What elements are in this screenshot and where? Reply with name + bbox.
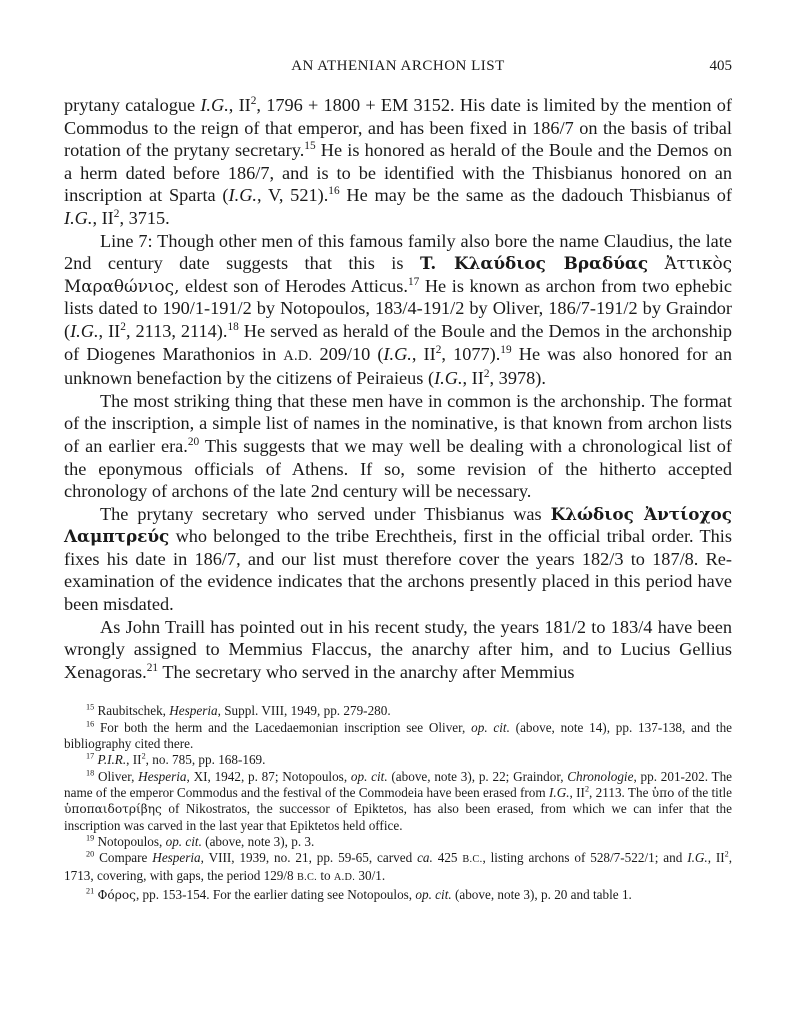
paragraph-2: Line 7: Though other men of this famous family also bore the name Claudius, the late 2nd century date suggests that this is T. Κλαύδιος Βραδύας Ἀττικὸς Μαραθώνιος, eldest son of Herodes Atticus.$^{17}$ He is known as archon from two ephebic lists dated to 190/1-191/2 by Notopoulos, 183/4-191/2 by Oliver, 186/7-191/2 by Graindor (I.G., $II^2$, 2113, 2114).$^{18}$ He served as herald of the Boule and the Demos in the archonship of Diogenes Marathonios in A.D. 209/10 (I.G., $II^2$, 1077).$^{19}$ He was also honored for an unknown benefaction by the citizens of Peiraieus (I.G., $II^2$, 3978). [64,230,733,389]
footnote-17: $^{17}$ P.I.R., $II^2$, no. 785, pp. 168-169. [86,751,266,768]
running-title: AN ATHENIAN ARCHON LIST [291,58,505,74]
footnote-ref-15: 15 [304,140,316,153]
paragraph-4: The prytany secretary who served under Thisbianus was Κλώδιος Ἀντίοχος Λαμπτρεύς who belonged to the tribe Erechtheis, first in the official tribal order. This fixes his date in 186/7, and our list must therefore cover the years 182/3 to 187/8. Re-examination of the evidence indicates that the archons presently placed in this period have been misdated. [64,503,733,615]
footnote-ref-17: 17 [407,275,420,288]
footnote-16: $^{16}$ For both the herm and the Lacedaemonian inscription see Oliver, op. cit. (above, note 14), pp. 137-138, and the bibliography cited there. [64,719,733,752]
footnote-19: $^{19}$ Notopoulos, op. cit. (above, note 3), p. 3. [86,833,315,849]
paragraph-5: As John Traill has pointed out in his recent study, the years 181/2 to 183/4 have been wrongly assigned to Memmius Flaccus, the anarchy after him, and to Lucius Gellius Xenagoras.$^{21}$ The secretary who served in the anarchy after Memmius [64,616,732,682]
footnotes [64,703,732,903]
page [64,58,732,903]
body-text [64,94,732,683]
page-number: 405 [709,58,732,74]
footnote-ref-20: 20 [187,435,200,448]
footnote-15: $^{15}$ Raubitschek, Hesperia, Suppl. VIII, 1949, pp. 279-280. [86,703,391,719]
paragraph-3: The most striking thing that these men have in common is the archonship. The format of the inscription, a simple list of names in the nominative, is that known from archon lists of an earlier era.$^{20}$ This suggests that we may well be dealing with a chronological list of the eponymous officials of Athens. If so, some revision of the hitherto accepted chronology of archons of the late 2nd century will be necessary. [64,390,732,502]
paragraph-1: prytany catalogue I.G., $II^2$, 1796 + 1800 + EM 3152. His date is limited by the mention of Commodus to the reign of that emperor, and has been fixed in 186/7 on the basis of tribal rotation of the prytany secretary.$^{15}$ He is honored as herald of the Boule and the Demos on a herm dated before 186/7, and is to be identified with the Thisbianus honored on an inscription at Sparta (I.G., V, 521).$^{16}$ He may be the same as the dadouch Thisbianus of I.G., $II^2$, 3715. [64,94,733,228]
running-head [64,58,732,86]
footnote-ref-16: 16 [328,185,340,198]
footnote-ref-19: 19 [500,343,512,356]
footnote-20: $^{20}$ Compare Hesperia, VIII, 1939, no. 21, pp. 59-65, carved ca. 425 B.C., listing archons of 528/7-522/1; and I.G., $II^2$, 1713, covering, with gaps, the period 129/8 B.C. to A.D. 30/1. [64,849,733,884]
footnote-ref-18: 18 [227,320,239,333]
footnote-18: $^{18}$ Oliver, Hesperia, XI, 1942, p. 87; Notopoulos, op. cit. (above, note 3), p. 22; Graindor, Chronologie, pp. 201-202. The name of the emperor Commodus and the festival of the Commodeia have been erased from I.G., $II^2$, 2113. The ὑπο of the title ὑποπαιδοτρίβης of Nikostratos, the successor of Epiktetos, has also been erased, from which we can infer that the inscription was carved in the last year that Epiktetos held office. [64,768,733,833]
footnote-21: $^{21}$ Φόρος, pp. 153-154. For the earlier dating see Notopoulos, op. cit. (above, note 3), p. 20 and table 1. [86,886,632,902]
footnote-ref-21: 21 [146,661,159,674]
